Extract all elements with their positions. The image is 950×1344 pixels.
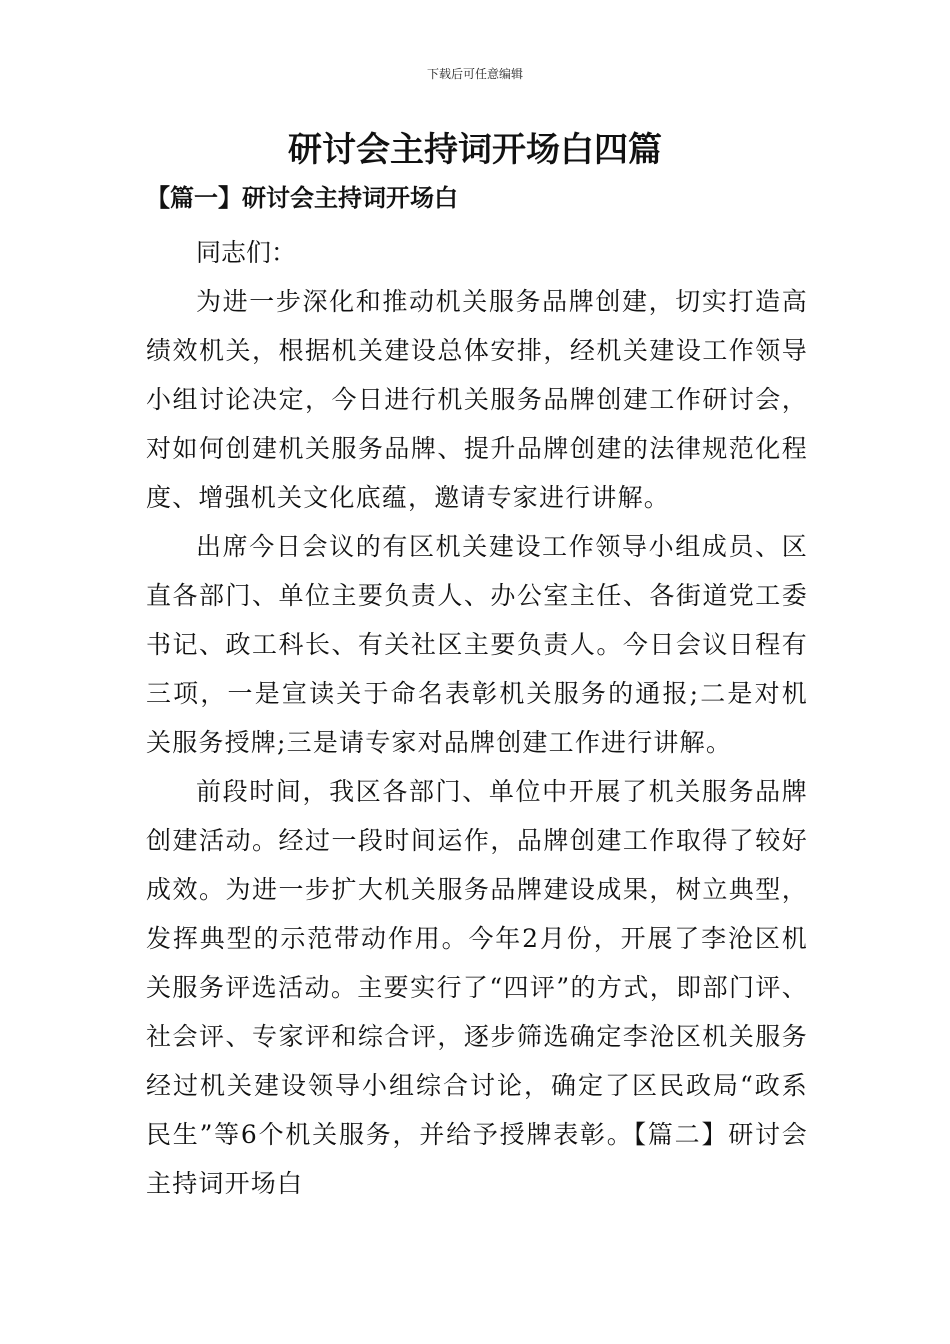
header-note: 下载后可任意编辑: [426, 67, 523, 81]
salutation-paragraph: 同志们：: [196, 238, 297, 267]
paragraph-attendees: 出席今日会议的有区机关建设工作领导小组成员、区直各部门、单位主要负责人、办公室主任、各街道党工委书记、政工科长、有关社区主要负责人。今日会议日程有三项，一是宣读关于命名表彰机关服务的通报;二是对机关服务授牌;三是请专家对品牌创建工作进行讲解。: [146, 532, 808, 757]
paragraph-background: 前段时间，我区各部门、单位中开展了机关服务品牌创建活动。经过一段时间运作，品牌创建工作取得了较好成效。为进一步扩大机关服务品牌建设成果，树立典型，发挥典型的示范带动作用。今年2月份，开展了李沧区机关服务评选活动。主要实行了“四评”的方式，即部门评、社会评、专家评和综合评，逐步筛选确定李沧区机关服务经过机关建设领导小组综合讨论，确定了区民政局“政系民生”等6个机关服务，并给予授牌表彰。【篇二】研讨会主持词开场白: [146, 777, 808, 1198]
paragraph-purpose: 为进一步深化和推动机关服务品牌创建，切实打造高绩效机关，根据机关建设总体安排，经机关建设工作领导小组讨论决定，今日进行机关服务品牌创建工作研讨会，对如何创建机关服务品牌、提升品牌创建的法律规范化程度、增强机关文化底蕴，邀请专家进行讲解。: [146, 287, 808, 512]
page-title: 研讨会主持词开场白四篇: [288, 130, 662, 170]
body-text: [146, 228, 808, 1208]
section-heading: 【篇一】研讨会主持词开场白: [146, 183, 458, 212]
